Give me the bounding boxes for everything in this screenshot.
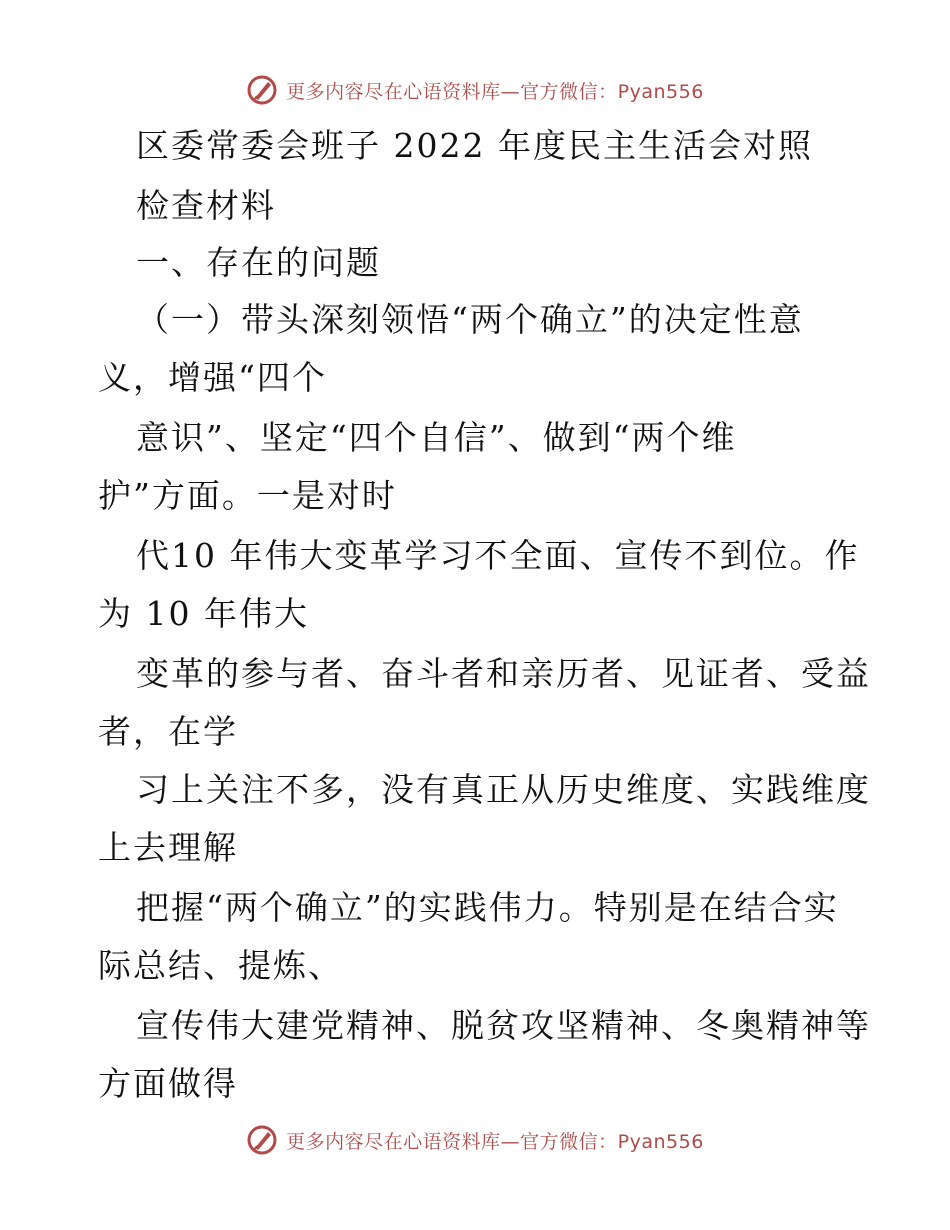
paragraph-line: 宣传伟大建党精神、脱贫攻坚精神、冬奥精神等 [136,1006,871,1045]
paragraph-line: 护”方面。一是对时 [98,476,397,515]
section-heading: 一、存在的问题 [136,243,381,282]
paragraph-line: 把握“两个确立”的实践伟力。特别是在结合实 [136,888,839,927]
doc-title-line-1: 区委常委会班子 2022 年度民主生活会对照 [136,126,813,165]
paragraph-line: 际总结、提炼、 [98,946,343,985]
paragraph-line: （一）带头深刻领悟“两个确立”的决定性意 [136,300,804,339]
paragraph-line: 上去理解 [98,828,238,867]
footer-watermark [0,1120,950,1160]
header-watermark-text: 更多内容尽在心语资料库—官方微信：Pyan556 [286,80,704,103]
paragraph-line: 者，在学 [98,712,238,751]
paragraph-line: 代10 年伟大变革学习不全面、宣传不到位。作 [136,536,860,575]
footer-watermark-text: 更多内容尽在心语资料库—官方微信：Pyan556 [286,1130,704,1153]
doc-title-line-2: 检查材料 [136,186,276,225]
paragraph-line: 为 10 年伟大 [98,594,309,633]
paragraph-line: 习上关注不多，没有真正从历史维度、实践维度 [136,770,871,809]
paragraph-line: 方面做得 [98,1064,238,1103]
paragraph-line: 意识”、坚定“四个自信”、做到“两个维 [136,418,737,457]
paragraph-line: 变革的参与者、奋斗者和亲历者、见证者、受益 [136,654,871,693]
paragraph-line: 义，增强“四个 [98,358,327,397]
quill-logo-icon [246,1124,278,1156]
